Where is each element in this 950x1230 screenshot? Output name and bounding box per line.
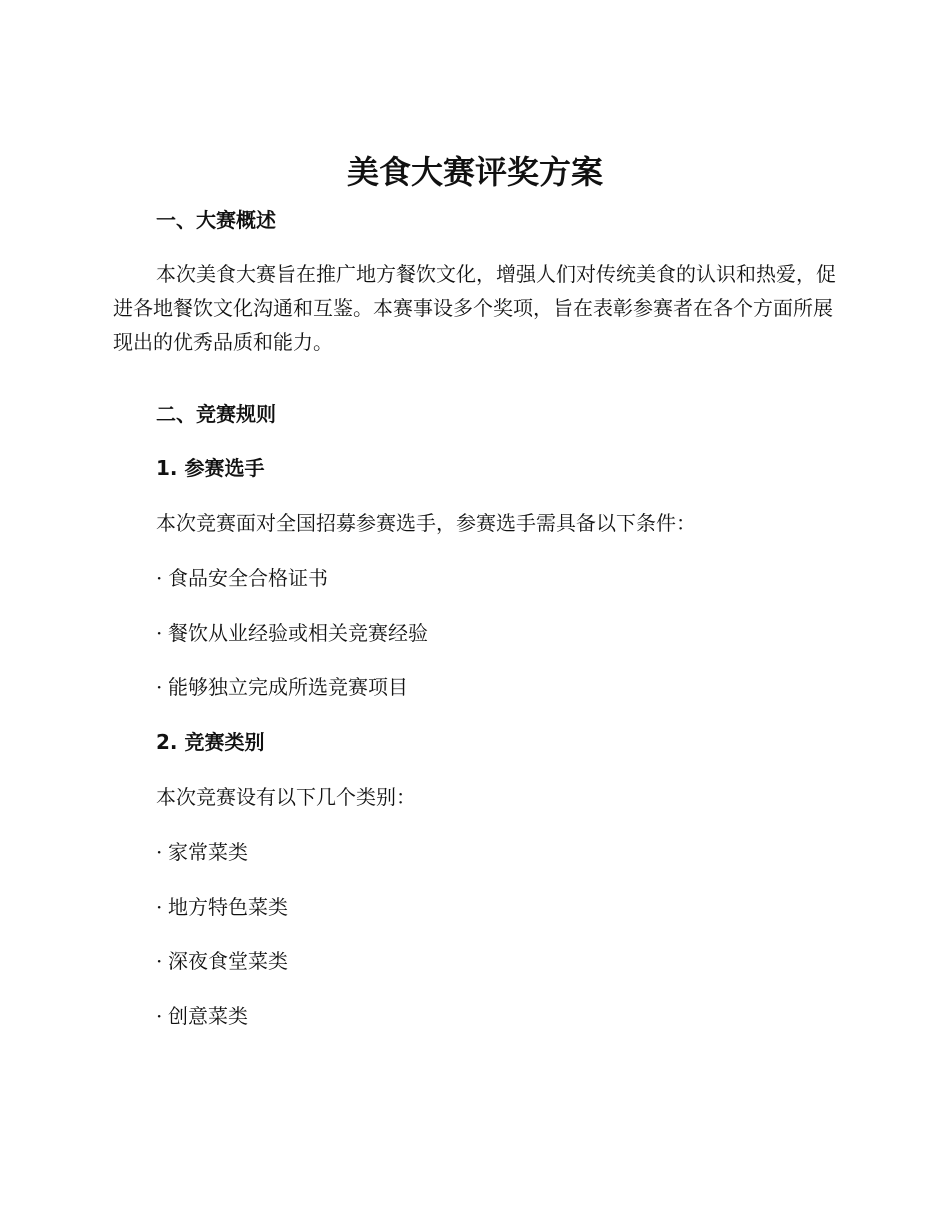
section-heading-overview: 一、大赛概述 [156,208,276,232]
participants-intro: 本次竞赛面对全国招募参赛选手，参赛选手需具备以下条件： [156,511,696,535]
list-item [156,947,288,975]
bullet-symbol: · [156,621,163,645]
list-item-text: 家常菜类 [168,840,248,864]
subsection-heading-participants: 1. 参赛选手 [156,456,265,480]
bullet-symbol: · [156,895,163,919]
bullet-symbol: · [156,566,163,590]
list-item [156,893,288,921]
bullet-symbol: · [156,1004,163,1028]
categories-intro: 本次竞赛设有以下几个类别： [156,785,416,809]
list-item [156,1002,248,1030]
list-item [156,673,408,701]
bullet-symbol: · [156,675,163,699]
list-item-text: 创意菜类 [168,1004,248,1028]
section-heading-rules: 二、竞赛规则 [156,402,276,426]
subsection-heading-categories: 2. 竞赛类别 [156,730,265,754]
list-item [156,564,328,592]
list-item-text: 深夜食堂菜类 [168,949,288,973]
list-item-text: 地方特色菜类 [168,895,288,919]
bullet-symbol: · [156,949,163,973]
document-title: 美食大赛评奖方案 [346,153,603,191]
list-item-text: 食品安全合格证书 [168,566,328,590]
list-item-text: 能够独立完成所选竞赛项目 [168,675,408,699]
overview-paragraph: 本次美食大赛旨在推广地方餐饮文化，增强人们对传统美食的认识和热爱，促进各地餐饮文化沟通和互鉴。本赛事设多个奖项，旨在表彰参赛者在各个方面所展现出的优秀品质和能力。 [113,262,836,354]
list-item [156,619,428,647]
list-item-text: 餐饮从业经验或相关竞赛经验 [168,621,428,645]
bullet-symbol: · [156,840,163,864]
list-item [156,838,248,866]
